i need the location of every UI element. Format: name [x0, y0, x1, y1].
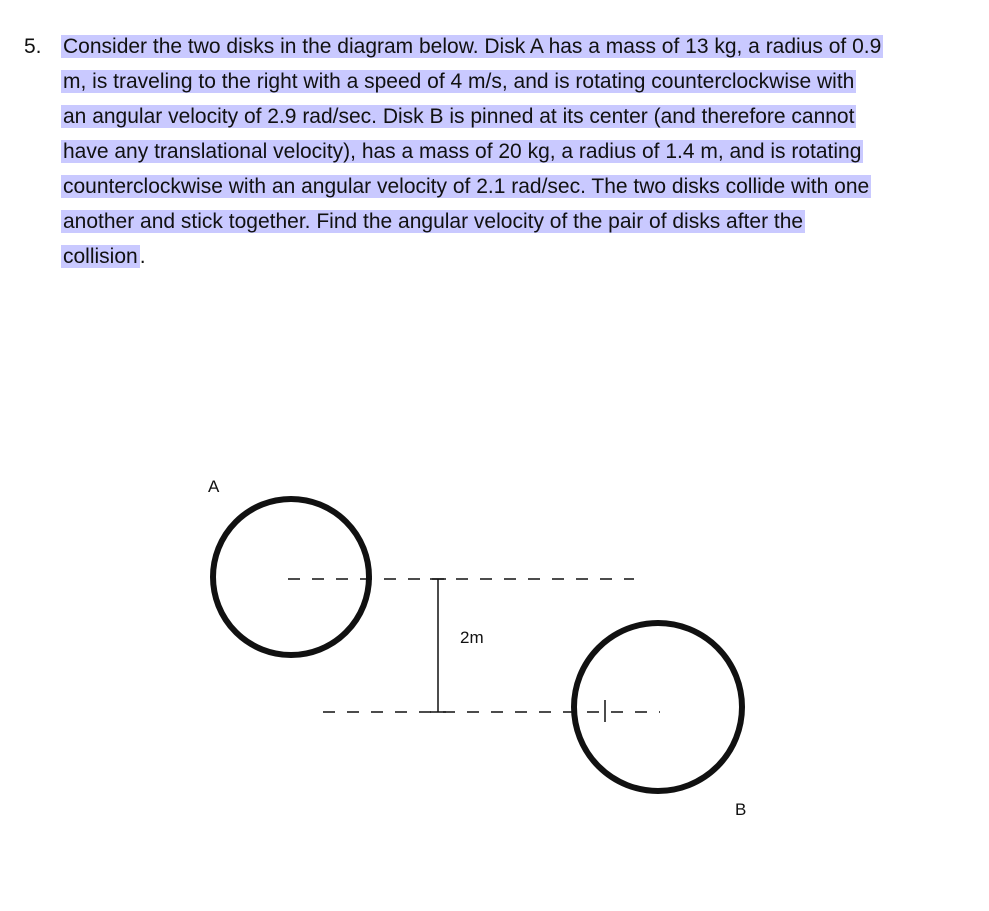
- highlighted-text: collision: [63, 245, 138, 268]
- disk-a: [213, 499, 369, 655]
- problem-number: 5.: [24, 35, 42, 58]
- disk-b: [574, 623, 742, 791]
- disk-a-label: A: [208, 477, 220, 496]
- highlighted-text: Consider the two disks in the diagram below. Disk A has a mass of 13 kg, a radius of 0.9: [63, 35, 882, 58]
- final-period: .: [139, 245, 146, 268]
- offset-label: 2m: [460, 628, 484, 647]
- highlighted-text: have any translational velocity), has a mass of 20 kg, a radius of 1.4 m, and is rotating: [63, 140, 862, 163]
- disk-b-label: B: [735, 800, 747, 819]
- highlighted-text: m, is traveling to the right with a speed of 4 m/s, and is rotating counterclockwise with: [63, 70, 855, 93]
- highlighted-text: counterclockwise with an angular velocity of 2.1 rad/sec. The two disks collide with one: [63, 175, 870, 198]
- highlighted-text: an angular velocity of 2.9 rad/sec. Disk B is pinned at its center (and therefore cannot: [63, 105, 855, 128]
- highlighted-text: another and stick together. Find the angular velocity of the pair of disks after the: [63, 210, 804, 233]
